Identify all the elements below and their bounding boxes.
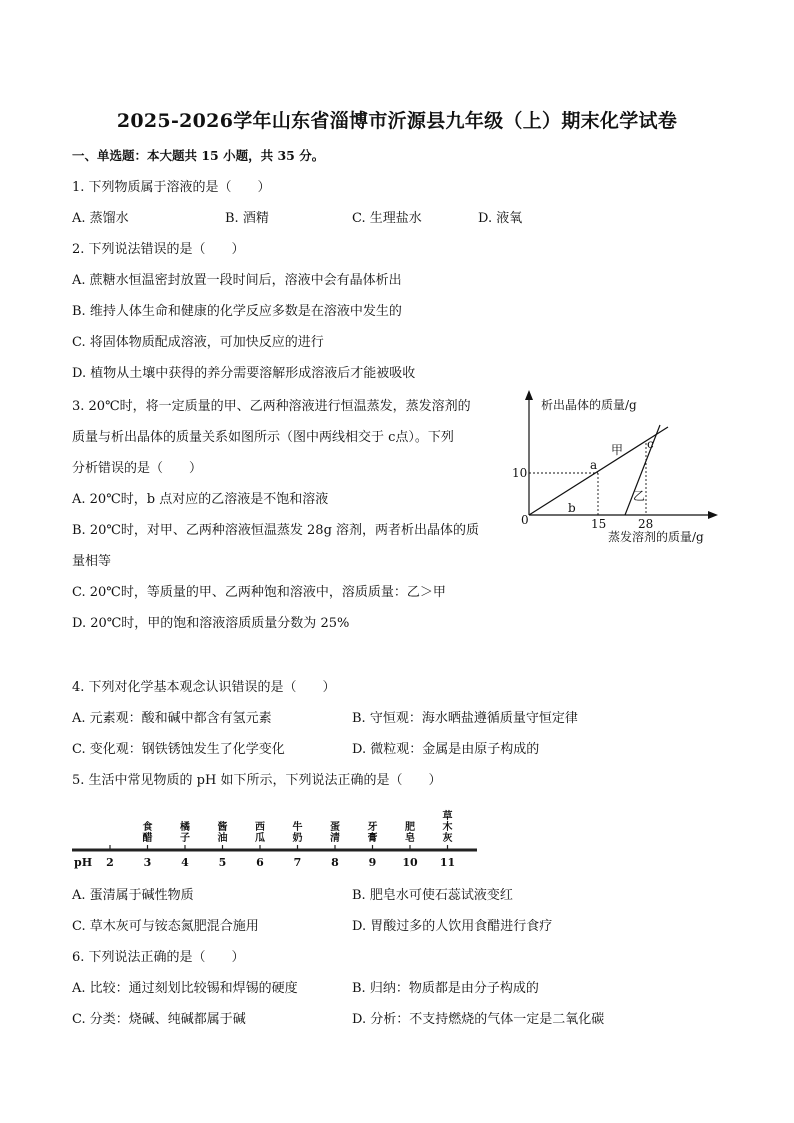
y-axis-label: 析出晶体的质量/g (541, 398, 637, 412)
q1-option-b: B. 酒精 (225, 211, 269, 226)
q2-stem: 2. 下列说法错误的是（ ） (72, 242, 245, 257)
x-tick-15: 15 (591, 517, 607, 531)
ph-tick-label: 3 (143, 856, 152, 869)
q3-graph (505, 388, 730, 553)
q6-option-b: B. 归纳：物质都是由分子构成的 (352, 981, 539, 996)
point-label-a: a (590, 458, 598, 472)
q5-option-d: D. 胃酸过多的人饮用食醋进行食疗 (352, 919, 553, 934)
q6-option-a: A. 比较：通过刻划比较锡和焊锡的硬度 (72, 981, 298, 996)
q4-option-c: C. 变化观：钢铁锈蚀发生了化学变化 (72, 742, 285, 757)
q1-stem: 1. 下列物质属于溶液的是（ ） (72, 180, 271, 195)
section-heading: 一、单选题：本大题共 15 小题，共 35 分。 (72, 148, 325, 163)
ph-tick-label: 7 (293, 856, 302, 869)
q4-option-b: B. 守恒观：海水晒盐遵循质量守恒定律 (352, 711, 578, 726)
ph-tick-label: 2 (106, 856, 114, 869)
ph-tick-label: 8 (331, 856, 339, 869)
q6-option-d: D. 分析：不支持燃烧的气体一定是二氧化碳 (352, 1012, 605, 1027)
q4-option-a: A. 元素观：酸和碱中都含有氢元素 (72, 711, 272, 726)
q4-option-d: D. 微粒观：金属是由原子构成的 (352, 742, 540, 757)
q3-option-b-cont: 量相等 (72, 554, 112, 569)
q1-option-a: A. 蒸馏水 (72, 211, 129, 226)
q2-option-d: D. 植物从土壤中获得的养分需要溶解形成溶液后才能被吸收 (72, 366, 416, 381)
ph-substance-label: 牙膏 (367, 822, 378, 844)
ph-tick-label: 10 (402, 856, 418, 869)
x-axis-label: 蒸发溶剂的质量/g (608, 530, 704, 544)
ph-tick-label: 11 (439, 856, 456, 869)
line-label-jia: 甲 (611, 443, 624, 457)
q1-option-d: D. 液氧 (478, 211, 523, 226)
ph-substance-label: 西瓜 (255, 822, 265, 844)
origin-label: 0 (521, 513, 529, 527)
q4-stem: 4. 下列对化学基本观念认识错误的是（ ） (72, 680, 336, 695)
q3-stem-line: 分析错误的是（ ） (72, 461, 203, 476)
ph-substance-label: 橘子 (180, 822, 190, 844)
q6-stem: 6. 下列说法正确的是（ ） (72, 950, 245, 965)
x-axis-arrow (708, 511, 718, 519)
ph-axis-label: pH (74, 856, 93, 869)
ph-tick-label: 6 (256, 856, 264, 869)
point-label-b: b (568, 501, 576, 515)
q3-option-a: A. 20℃时，b 点对应的乙溶液是不饱和溶液 (72, 492, 329, 507)
q3-option-b: B. 20℃时，对甲、乙两种溶液恒温蒸发 28g 溶剂，两者析出晶体的质 (72, 523, 480, 538)
q2-option-b: B. 维持人体生命和健康的化学反应多数是在溶液中发生的 (72, 304, 402, 319)
y-axis-arrow (525, 390, 533, 400)
ph-substance-label: 草木灰 (442, 811, 453, 844)
ph-tick-label: 4 (181, 856, 189, 869)
q3-option-c: C. 20℃时，等质量的甲、乙两种饱和溶液中，溶质质量：乙＞甲 (72, 585, 446, 600)
q5-option-a: A. 蛋清属于碱性物质 (72, 888, 194, 903)
q5-option-b: B. 肥皂水可使石蕊试液变红 (352, 888, 513, 903)
q3-stem-line: 质量与析出晶体的质量关系如图所示（图中两线相交于 c点）。下列 (72, 430, 454, 445)
q2-option-c: C. 将固体物质配成溶液，可加快反应的进行 (72, 335, 324, 350)
ph-tick-label: 9 (368, 856, 377, 869)
y-tick-10: 10 (512, 466, 528, 480)
x-tick-28: 28 (638, 517, 654, 531)
q5-option-c: C. 草木灰可与铵态氮肥混合施用 (72, 919, 259, 934)
q6-option-c: C. 分类：烧碱、纯碱都属于碱 (72, 1012, 246, 1027)
exam-title: 2025-2026学年山东省淄博市沂源县九年级（上）期末化学试卷 (116, 110, 678, 132)
ph-substance-label: 酱油 (217, 822, 228, 844)
q3-option-d: D. 20℃时，甲的饱和溶液溶质质量分数为 25% (72, 616, 350, 631)
ph-substance-label: 牛奶 (292, 822, 303, 844)
q2-option-a: A. 蔗糖水恒温密封放置一段时间后，溶液中会有晶体析出 (72, 273, 402, 288)
q5-stem: 5. 生活中常见物质的 pH 如下所示，下列说法正确的是（ ） (72, 773, 442, 788)
q1-option-c: C. 生理盐水 (352, 211, 422, 226)
ph-substance-label: 肥皂 (405, 822, 415, 844)
q3-stem-line: 3. 20℃时，将一定质量的甲、乙两种溶液进行恒温蒸发，蒸发溶剂的 (72, 399, 471, 414)
line-label-yi: 乙 (633, 489, 646, 503)
ph-scale-figure (72, 796, 482, 871)
ph-tick-label: 5 (218, 856, 227, 869)
point-label-c: c (647, 437, 654, 451)
ph-substance-label: 蛋清 (330, 822, 340, 844)
ph-substance-label: 食醋 (142, 822, 153, 844)
